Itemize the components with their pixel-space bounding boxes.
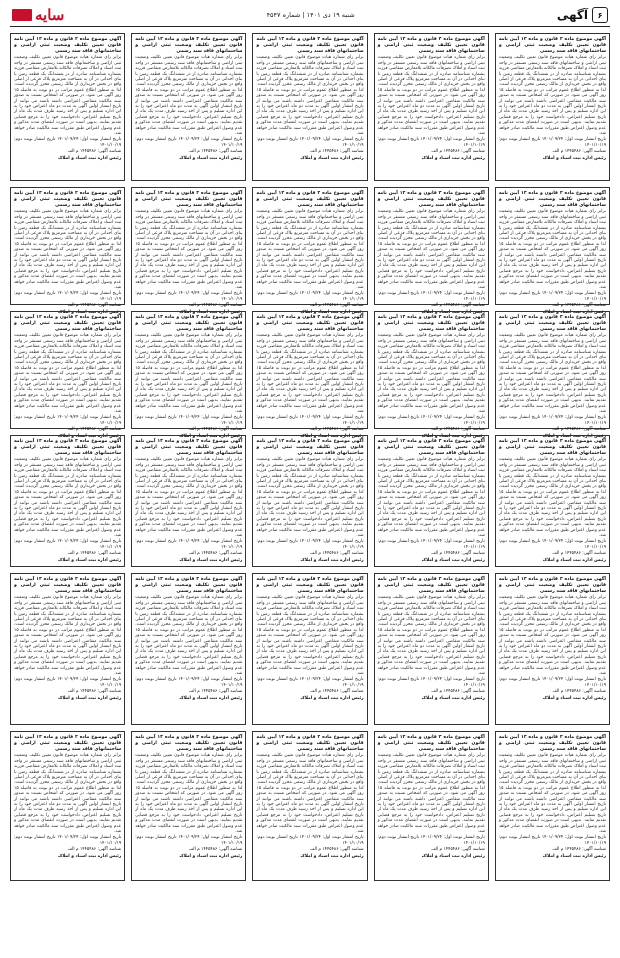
notice-card [252,435,367,567]
notice-dates: تاریخ انتشار نوبت اول: ۱۴۰۱/۰۹/۲۴ تاریخ انتشار نوبت دوم: ۱۴۰۱/۱۰/۱۹ [256,539,364,550]
notice-card [495,187,610,315]
notice-signature: رئیس اداره ثبت اسناد و املاک [542,557,606,563]
notice-card [10,33,125,181]
notice-dates: تاریخ انتشار نوبت اول: ۱۴۰۱/۰۹/۲۴ تاریخ انتشار نوبت دوم: ۱۴۰۱/۱۰/۱۹ [498,415,606,426]
notice-title: آگهی موضوع ماده ۳ قانون و ماده ۱۳ آیین نامه قانون تعیین تکلیف وضعیت ثبتی اراضی و ساختمانهای فاقد سند رسمی [498,191,606,208]
notice-signature: رئیس اداره ثبت اسناد و املاک [179,155,243,161]
notice-card [10,187,125,315]
notice-card [131,573,246,725]
notice-body: برابر رای شماره هیات موضوع قانون تعیین تکلیف وضعیت ثبتی اراضی و ساختمانهای فاقد سند رسمی مستقر در واحد ثبت اسناد و املاک تصرفات مالکانه بلامعارض متقاضی فرزند بشماره شناسنامه صادره از در ششدانگ یک قطعه زمین با بنای احداثی در آن به مساحت مترمربع پلاک فرعی از اصلی واقع در بخش خریداری از مالک رسمی محرز گردیده است. لذا به منظور اطلاع عموم مراتب در دو نوبت به فاصله ۱۵ روز آگهی می شود. در صورتی که اشخاص نسبت به صدور سند مالکیت متقاضی اعتراضی داشته باشند می توانند از تاریخ انتشار اولین آگهی به مدت دو ماه اعتراض خود را به این اداره تسلیم و پس از اخذ رسید ظرف مدت یک ماه از تاریخ تسلیم اعتراض، دادخواست خود را به مرجع قضایی تقدیم نمایند. بدیهی است در صورت انقضای مدت مذکور و عدم وصول اعتراض طبق مقررات سند مالکیت صادر خواهد شد. [498,753,606,835]
notice-card [131,187,246,315]
notice-dates: تاریخ انتشار نوبت اول: ۱۴۰۱/۰۹/۲۴ تاریخ انتشار نوبت دوم: ۱۴۰۱/۱۰/۱۹ [377,539,485,550]
notice-ref: شناسه آگهی: ۱۴۴۵۴۸۶ م الف [552,427,606,433]
notice-body: برابر رای شماره هیات موضوع قانون تعیین تکلیف وضعیت ثبتی اراضی و ساختمانهای فاقد سند رسمی مستقر در واحد ثبت اسناد و املاک تصرفات مالکانه بلامعارض متقاضی فرزند بشماره شناسنامه صادره از در ششدانگ یک قطعه زمین با بنای احداثی در آن به مساحت مترمربع پلاک فرعی از اصلی واقع در بخش خریداری از مالک رسمی محرز گردیده است. لذا به منظور اطلاع عموم مراتب در دو نوبت به فاصله ۱۵ روز آگهی می شود. در صورتی که اشخاص نسبت به صدور سند مالکیت متقاضی اعتراضی داشته باشند می توانند از تاریخ انتشار اولین آگهی به مدت دو ماه اعتراض خود را به این اداره تسلیم و پس از اخذ رسید ظرف مدت یک ماه از تاریخ تسلیم اعتراض، دادخواست خود را به مرجع قضایی تقدیم نمایند. بدیهی است در صورت انقضای مدت مذکور و عدم وصول اعتراض طبق مقررات سند مالکیت صادر خواهد شد. [498,457,606,539]
notice-dates: تاریخ انتشار نوبت اول: ۱۴۰۱/۰۹/۲۴ تاریخ انتشار نوبت دوم: ۱۴۰۱/۱۰/۱۹ [377,137,485,148]
notice-title: آگهی موضوع ماده ۳ قانون و ماده ۱۳ آیین نامه قانون تعیین تکلیف وضعیت ثبتی اراضی و ساختمانهای فاقد سند رسمی [135,315,243,332]
notice-dates: تاریخ انتشار نوبت اول: ۱۴۰۱/۰۹/۲۴ تاریخ انتشار نوبت دوم: ۱۴۰۱/۱۰/۱۹ [377,415,485,426]
notice-ref: شناسه آگهی: ۱۴۴۵۴۸۶ م الف [431,303,485,309]
notice-dates: تاریخ انتشار نوبت اول: ۱۴۰۱/۰۹/۲۴ تاریخ انتشار نوبت دوم: ۱۴۰۱/۱۰/۱۹ [14,539,122,550]
notice-dates: تاریخ انتشار نوبت اول: ۱۴۰۱/۰۹/۲۴ تاریخ انتشار نوبت دوم: ۱۴۰۱/۱۰/۱۹ [498,835,606,846]
notice-signature: رئیس اداره ثبت اسناد و املاک [300,853,364,859]
notice-title: آگهی موضوع ماده ۳ قانون و ماده ۱۳ آیین نامه قانون تعیین تکلیف وضعیت ثبتی اراضی و ساختمانهای فاقد سند رسمی [498,735,606,752]
notice-dates: تاریخ انتشار نوبت اول: ۱۴۰۱/۰۹/۲۴ تاریخ انتشار نوبت دوم: ۱۴۰۱/۱۰/۱۹ [256,137,364,148]
notice-ref: شناسه آگهی: ۱۴۴۵۴۸۶ م الف [431,149,485,155]
notice-title: آگهی موضوع ماده ۳ قانون و ماده ۱۳ آیین نامه قانون تعیین تکلیف وضعیت ثبتی اراضی و ساختمانهای فاقد سند رسمی [377,577,485,594]
notice-body: برابر رای شماره هیات موضوع قانون تعیین تکلیف وضعیت ثبتی اراضی و ساختمانهای فاقد سند رسمی مستقر در واحد ثبت اسناد و املاک تصرفات مالکانه بلامعارض متقاضی فرزند بشماره شناسنامه صادره از در ششدانگ یک قطعه زمین با بنای احداثی در آن به مساحت مترمربع پلاک فرعی از اصلی واقع در بخش خریداری از مالک رسمی محرز گردیده است. لذا به منظور اطلاع عموم مراتب در دو نوبت به فاصله ۱۵ روز آگهی می شود. در صورتی که اشخاص نسبت به صدور سند مالکیت متقاضی اعتراضی داشته باشند می توانند از تاریخ انتشار اولین آگهی به مدت دو ماه اعتراض خود را به این اداره تسلیم و پس از اخذ رسید ظرف مدت یک ماه از تاریخ تسلیم اعتراض، دادخواست خود را به مرجع قضایی تقدیم نمایند. بدیهی است در صورت انقضای مدت مذکور و عدم وصول اعتراض طبق مقررات سند مالکیت صادر خواهد شد. [377,595,485,677]
logo-text: سایه [35,6,65,24]
notice-body: برابر رای شماره هیات موضوع قانون تعیین تکلیف وضعیت ثبتی اراضی و ساختمانهای فاقد سند رسمی مستقر در واحد ثبت اسناد و املاک تصرفات مالکانه بلامعارض متقاضی فرزند بشماره شناسنامه صادره از در ششدانگ یک قطعه زمین با بنای احداثی در آن به مساحت مترمربع پلاک فرعی از اصلی واقع در بخش خریداری از مالک رسمی محرز گردیده است. لذا به منظور اطلاع عموم مراتب در دو نوبت به فاصله ۱۵ روز آگهی می شود. در صورتی که اشخاص نسبت به صدور سند مالکیت متقاضی اعتراضی داشته باشند می توانند از تاریخ انتشار اولین آگهی به مدت دو ماه اعتراض خود را به این اداره تسلیم و پس از اخذ رسید ظرف مدت یک ماه از تاریخ تسلیم اعتراض، دادخواست خود را به مرجع قضایی تقدیم نمایند. بدیهی است در صورت انقضای مدت مذکور و عدم وصول اعتراض طبق مقررات سند مالکیت صادر خواهد شد. [14,595,122,677]
notice-body: برابر رای شماره هیات موضوع قانون تعیین تکلیف وضعیت ثبتی اراضی و ساختمانهای فاقد سند رسمی مستقر در واحد ثبت اسناد و املاک تصرفات مالکانه بلامعارض متقاضی فرزند بشماره شناسنامه صادره از در ششدانگ یک قطعه زمین با بنای احداثی در آن به مساحت مترمربع پلاک فرعی از اصلی واقع در بخش خریداری از مالک رسمی محرز گردیده است. لذا به منظور اطلاع عموم مراتب در دو نوبت به فاصله ۱۵ روز آگهی می شود. در صورتی که اشخاص نسبت به صدور سند مالکیت متقاضی اعتراضی داشته باشند می توانند از تاریخ انتشار اولین آگهی به مدت دو ماه اعتراض خود را به این اداره تسلیم و پس از اخذ رسید ظرف مدت یک ماه از تاریخ تسلیم اعتراض، دادخواست خود را به مرجع قضایی تقدیم نمایند. بدیهی است در صورت انقضای مدت مذکور و عدم وصول اعتراض طبق مقررات سند مالکیت صادر خواهد شد. [498,209,606,291]
notice-ref: شناسه آگهی: ۱۴۴۵۴۸۶ م الف [310,149,364,155]
logo-bar-icon [12,9,32,21]
notice-card [495,311,610,439]
brand-icon: ۶ [592,7,608,23]
notice-body: برابر رای شماره هیات موضوع قانون تعیین تکلیف وضعیت ثبتی اراضی و ساختمانهای فاقد سند رسمی مستقر در واحد ثبت اسناد و املاک تصرفات مالکانه بلامعارض متقاضی فرزند بشماره شناسنامه صادره از در ششدانگ یک قطعه زمین با بنای احداثی در آن به مساحت مترمربع پلاک فرعی از اصلی واقع در بخش خریداری از مالک رسمی محرز گردیده است. لذا به منظور اطلاع عموم مراتب در دو نوبت به فاصله ۱۵ روز آگهی می شود. در صورتی که اشخاص نسبت به صدور سند مالکیت متقاضی اعتراضی داشته باشند می توانند از تاریخ انتشار اولین آگهی به مدت دو ماه اعتراض خود را به این اداره تسلیم و پس از اخذ رسید ظرف مدت یک ماه از تاریخ تسلیم اعتراض، دادخواست خود را به مرجع قضایی تقدیم نمایند. بدیهی است در صورت انقضای مدت مذکور و عدم وصول اعتراض طبق مقررات سند مالکیت صادر خواهد شد. [135,209,243,291]
notice-dates: تاریخ انتشار نوبت اول: ۱۴۰۱/۰۹/۲۴ تاریخ انتشار نوبت دوم: ۱۴۰۱/۱۰/۱۹ [135,539,243,550]
notice-title: آگهی موضوع ماده ۳ قانون و ماده ۱۳ آیین نامه قانون تعیین تکلیف وضعیت ثبتی اراضی و ساختمانهای فاقد سند رسمی [256,735,364,752]
notice-ref: شناسه آگهی: ۱۴۴۵۴۸۶ م الف [552,847,606,853]
notice-signature: رئیس اداره ثبت اسناد و املاک [300,695,364,701]
notice-signature: رئیس اداره ثبت اسناد و املاک [179,557,243,563]
notice-card [374,311,489,439]
notice-card [131,311,246,439]
notice-card [252,573,367,725]
notices-grid [10,33,610,881]
notice-title: آگهی موضوع ماده ۳ قانون و ماده ۱۳ آیین نامه قانون تعیین تکلیف وضعیت ثبتی اراضی و ساختمانهای فاقد سند رسمی [14,37,122,54]
notice-signature: رئیس اداره ثبت اسناد و املاک [179,853,243,859]
notice-signature: رئیس اداره ثبت اسناد و املاک [57,155,122,161]
notice-body: برابر رای شماره هیات موضوع قانون تعیین تکلیف وضعیت ثبتی اراضی و ساختمانهای فاقد سند رسمی مستقر در واحد ثبت اسناد و املاک تصرفات مالکانه بلامعارض متقاضی فرزند بشماره شناسنامه صادره از در ششدانگ یک قطعه زمین با بنای احداثی در آن به مساحت مترمربع پلاک فرعی از اصلی واقع در بخش خریداری از مالک رسمی محرز گردیده است. لذا به منظور اطلاع عموم مراتب در دو نوبت به فاصله ۱۵ روز آگهی می شود. در صورتی که اشخاص نسبت به صدور سند مالکیت متقاضی اعتراضی داشته باشند می توانند از تاریخ انتشار اولین آگهی به مدت دو ماه اعتراض خود را به این اداره تسلیم و پس از اخذ رسید ظرف مدت یک ماه از تاریخ تسلیم اعتراض، دادخواست خود را به مرجع قضایی تقدیم نمایند. بدیهی است در صورت انقضای مدت مذکور و عدم وصول اعتراض طبق مقررات سند مالکیت صادر خواهد شد. [256,595,364,677]
notice-ref: شناسه آگهی: ۱۴۴۵۴۸۶ م الف [431,551,485,557]
notice-signature: رئیس اداره ثبت اسناد و املاک [300,433,364,439]
notice-card [495,573,610,725]
notice-title: آگهی موضوع ماده ۳ قانون و ماده ۱۳ آیین نامه قانون تعیین تکلیف وضعیت ثبتی اراضی و ساختمانهای فاقد سند رسمی [256,315,364,332]
notice-body: برابر رای شماره هیات موضوع قانون تعیین تکلیف وضعیت ثبتی اراضی و ساختمانهای فاقد سند رسمی مستقر در واحد ثبت اسناد و املاک تصرفات مالکانه بلامعارض متقاضی فرزند بشماره شناسنامه صادره از در ششدانگ یک قطعه زمین با بنای احداثی در آن به مساحت مترمربع پلاک فرعی از اصلی واقع در بخش خریداری از مالک رسمی محرز گردیده است. لذا به منظور اطلاع عموم مراتب در دو نوبت به فاصله ۱۵ روز آگهی می شود. در صورتی که اشخاص نسبت به صدور سند مالکیت متقاضی اعتراضی داشته باشند می توانند از تاریخ انتشار اولین آگهی به مدت دو ماه اعتراض خود را به این اداره تسلیم و پس از اخذ رسید ظرف مدت یک ماه از تاریخ تسلیم اعتراض، دادخواست خود را به مرجع قضایی تقدیم نمایند. بدیهی است در صورت انقضای مدت مذکور و عدم وصول اعتراض طبق مقررات سند مالکیت صادر خواهد شد. [256,457,364,539]
notice-ref: شناسه آگهی: ۱۴۴۵۴۸۶ م الف [552,689,606,695]
notice-ref: شناسه آگهی: ۱۴۴۵۴۸۶ م الف [188,149,243,155]
notice-ref: شناسه آگهی: ۱۴۴۵۴۸۶ م الف [431,689,485,695]
notice-ref: شناسه آگهی: ۱۴۴۵۴۸۶ م الف [188,427,243,433]
notice-signature: رئیس اداره ثبت اسناد و املاک [57,309,122,315]
notice-body: برابر رای شماره هیات موضوع قانون تعیین تکلیف وضعیت ثبتی اراضی و ساختمانهای فاقد سند رسمی مستقر در واحد ثبت اسناد و املاک تصرفات مالکانه بلامعارض متقاضی فرزند بشماره شناسنامه صادره از در ششدانگ یک قطعه زمین با بنای احداثی در آن به مساحت مترمربع پلاک فرعی از اصلی واقع در بخش خریداری از مالک رسمی محرز گردیده است. لذا به منظور اطلاع عموم مراتب در دو نوبت به فاصله ۱۵ روز آگهی می شود. در صورتی که اشخاص نسبت به صدور سند مالکیت متقاضی اعتراضی داشته باشند می توانند از تاریخ انتشار اولین آگهی به مدت دو ماه اعتراض خود را به این اداره تسلیم و پس از اخذ رسید ظرف مدت یک ماه از تاریخ تسلیم اعتراض، دادخواست خود را به مرجع قضایی تقدیم نمایند. بدیهی است در صورت انقضای مدت مذکور و عدم وصول اعتراض طبق مقررات سند مالکیت صادر خواهد شد. [14,55,122,137]
notice-title: آگهی موضوع ماده ۳ قانون و ماده ۱۳ آیین نامه قانون تعیین تکلیف وضعیت ثبتی اراضی و ساختمانهای فاقد سند رسمی [377,191,485,208]
notice-title: آگهی موضوع ماده ۳ قانون و ماده ۱۳ آیین نامه قانون تعیین تکلیف وضعیت ثبتی اراضی و ساختمانهای فاقد سند رسمی [377,439,485,456]
notice-signature: رئیس اداره ثبت اسناد و املاک [179,309,243,315]
notice-card [374,187,489,315]
notice-ref: شناسه آگهی: ۱۴۴۵۴۸۶ م الف [431,427,485,433]
notice-title: آگهی موضوع ماده ۳ قانون و ماده ۱۳ آیین نامه قانون تعیین تکلیف وضعیت ثبتی اراضی و ساختمانهای فاقد سند رسمی [256,191,364,208]
notice-card [495,731,610,881]
notice-signature: رئیس اداره ثبت اسناد و املاک [179,695,243,701]
masthead [10,6,610,27]
issue-info: شنبه ۱۹ دی ۱۴۰۱ | شماره ۴۵۴۷ [266,11,355,19]
notice-ref: شناسه آگهی: ۱۴۴۵۴۸۶ م الف [552,149,606,155]
notice-title: آگهی موضوع ماده ۳ قانون و ماده ۱۳ آیین نامه قانون تعیین تکلیف وضعیت ثبتی اراضی و ساختمانهای فاقد سند رسمی [498,577,606,594]
notice-dates: تاریخ انتشار نوبت اول: ۱۴۰۱/۰۹/۲۴ تاریخ انتشار نوبت دوم: ۱۴۰۱/۱۰/۱۹ [256,835,364,846]
notice-dates: تاریخ انتشار نوبت اول: ۱۴۰۱/۰۹/۲۴ تاریخ انتشار نوبت دوم: ۱۴۰۱/۱۰/۱۹ [135,291,243,302]
notice-body: برابر رای شماره هیات موضوع قانون تعیین تکلیف وضعیت ثبتی اراضی و ساختمانهای فاقد سند رسمی مستقر در واحد ثبت اسناد و املاک تصرفات مالکانه بلامعارض متقاضی فرزند بشماره شناسنامه صادره از در ششدانگ یک قطعه زمین با بنای احداثی در آن به مساحت مترمربع پلاک فرعی از اصلی واقع در بخش خریداری از مالک رسمی محرز گردیده است. لذا به منظور اطلاع عموم مراتب در دو نوبت به فاصله ۱۵ روز آگهی می شود. در صورتی که اشخاص نسبت به صدور سند مالکیت متقاضی اعتراضی داشته باشند می توانند از تاریخ انتشار اولین آگهی به مدت دو ماه اعتراض خود را به این اداره تسلیم و پس از اخذ رسید ظرف مدت یک ماه از تاریخ تسلیم اعتراض، دادخواست خود را به مرجع قضایی تقدیم نمایند. بدیهی است در صورت انقضای مدت مذکور و عدم وصول اعتراض طبق مقررات سند مالکیت صادر خواهد شد. [135,595,243,677]
notice-body: برابر رای شماره هیات موضوع قانون تعیین تکلیف وضعیت ثبتی اراضی و ساختمانهای فاقد سند رسمی مستقر در واحد ثبت اسناد و املاک تصرفات مالکانه بلامعارض متقاضی فرزند بشماره شناسنامه صادره از در ششدانگ یک قطعه زمین با بنای احداثی در آن به مساحت مترمربع پلاک فرعی از اصلی واقع در بخش خریداری از مالک رسمی محرز گردیده است. لذا به منظور اطلاع عموم مراتب در دو نوبت به فاصله ۱۵ روز آگهی می شود. در صورتی که اشخاص نسبت به صدور سند مالکیت متقاضی اعتراضی داشته باشند می توانند از تاریخ انتشار اولین آگهی به مدت دو ماه اعتراض خود را به این اداره تسلیم و پس از اخذ رسید ظرف مدت یک ماه از تاریخ تسلیم اعتراض، دادخواست خود را به مرجع قضایی تقدیم نمایند. بدیهی است در صورت انقضای مدت مذکور و عدم وصول اعتراض طبق مقررات سند مالکیت صادر خواهد شد. [14,333,122,415]
notice-ref: شناسه آگهی: ۱۴۴۵۴۸۶ م الف [188,847,243,853]
notice-signature: رئیس اداره ثبت اسناد و املاک [179,433,243,439]
notice-ref: شناسه آگهی: ۱۴۴۵۴۸۶ م الف [67,847,122,853]
notice-dates: تاریخ انتشار نوبت اول: ۱۴۰۱/۰۹/۲۴ تاریخ انتشار نوبت دوم: ۱۴۰۱/۱۰/۱۹ [14,137,122,148]
notice-title: آگهی موضوع ماده ۳ قانون و ماده ۱۳ آیین نامه قانون تعیین تکلیف وضعیت ثبتی اراضی و ساختمانهای فاقد سند رسمی [377,315,485,332]
notice-title: آگهی موضوع ماده ۳ قانون و ماده ۱۳ آیین نامه قانون تعیین تکلیف وضعیت ثبتی اراضی و ساختمانهای فاقد سند رسمی [498,315,606,332]
notice-card [252,33,367,181]
notice-card [131,33,246,181]
notice-title: آگهی موضوع ماده ۳ قانون و ماده ۱۳ آیین نامه قانون تعیین تکلیف وضعیت ثبتی اراضی و ساختمانهای فاقد سند رسمی [14,735,122,752]
notice-dates: تاریخ انتشار نوبت اول: ۱۴۰۱/۰۹/۲۴ تاریخ انتشار نوبت دوم: ۱۴۰۱/۱۰/۱۹ [135,415,243,426]
notice-title: آگهی موضوع ماده ۳ قانون و ماده ۱۳ آیین نامه قانون تعیین تکلیف وضعیت ثبتی اراضی و ساختمانهای فاقد سند رسمی [256,439,364,456]
notice-ref: شناسه آگهی: ۱۴۴۵۴۸۶ م الف [310,689,364,695]
notice-title: آگهی موضوع ماده ۳ قانون و ماده ۱۳ آیین نامه قانون تعیین تکلیف وضعیت ثبتی اراضی و ساختمانهای فاقد سند رسمی [498,439,606,456]
notice-dates: تاریخ انتشار نوبت اول: ۱۴۰۱/۰۹/۲۴ تاریخ انتشار نوبت دوم: ۱۴۰۱/۱۰/۱۹ [498,137,606,148]
notice-body: برابر رای شماره هیات موضوع قانون تعیین تکلیف وضعیت ثبتی اراضی و ساختمانهای فاقد سند رسمی مستقر در واحد ثبت اسناد و املاک تصرفات مالکانه بلامعارض متقاضی فرزند بشماره شناسنامه صادره از در ششدانگ یک قطعه زمین با بنای احداثی در آن به مساحت مترمربع پلاک فرعی از اصلی واقع در بخش خریداری از مالک رسمی محرز گردیده است. لذا به منظور اطلاع عموم مراتب در دو نوبت به فاصله ۱۵ روز آگهی می شود. در صورتی که اشخاص نسبت به صدور سند مالکیت متقاضی اعتراضی داشته باشند می توانند از تاریخ انتشار اولین آگهی به مدت دو ماه اعتراض خود را به این اداره تسلیم و پس از اخذ رسید ظرف مدت یک ماه از تاریخ تسلیم اعتراض، دادخواست خود را به مرجع قضایی تقدیم نمایند. بدیهی است در صورت انقضای مدت مذکور و عدم وصول اعتراض طبق مقررات سند مالکیت صادر خواهد شد. [256,333,364,415]
notice-card [252,187,367,315]
notice-card [131,435,246,567]
notice-dates: تاریخ انتشار نوبت اول: ۱۴۰۱/۰۹/۲۴ تاریخ انتشار نوبت دوم: ۱۴۰۱/۱۰/۱۹ [14,677,122,688]
notice-title: آگهی موضوع ماده ۳ قانون و ماده ۱۳ آیین نامه قانون تعیین تکلیف وضعیت ثبتی اراضی و ساختمانهای فاقد سند رسمی [14,439,122,456]
notice-card [252,311,367,439]
notice-signature: رئیس اداره ثبت اسناد و املاک [542,155,606,161]
notice-body: برابر رای شماره هیات موضوع قانون تعیین تکلیف وضعیت ثبتی اراضی و ساختمانهای فاقد سند رسمی مستقر در واحد ثبت اسناد و املاک تصرفات مالکانه بلامعارض متقاضی فرزند بشماره شناسنامه صادره از در ششدانگ یک قطعه زمین با بنای احداثی در آن به مساحت مترمربع پلاک فرعی از اصلی واقع در بخش خریداری از مالک رسمی محرز گردیده است. لذا به منظور اطلاع عموم مراتب در دو نوبت به فاصله ۱۵ روز آگهی می شود. در صورتی که اشخاص نسبت به صدور سند مالکیت متقاضی اعتراضی داشته باشند می توانند از تاریخ انتشار اولین آگهی به مدت دو ماه اعتراض خود را به این اداره تسلیم و پس از اخذ رسید ظرف مدت یک ماه از تاریخ تسلیم اعتراض، دادخواست خود را به مرجع قضایی تقدیم نمایند. بدیهی است در صورت انقضای مدت مذکور و عدم وصول اعتراض طبق مقررات سند مالکیت صادر خواهد شد. [377,753,485,835]
notice-ref: شناسه آگهی: ۱۴۴۵۴۸۶ م الف [552,551,606,557]
notice-ref: شناسه آگهی: ۱۴۴۵۴۸۶ م الف [431,847,485,853]
notice-body: برابر رای شماره هیات موضوع قانون تعیین تکلیف وضعیت ثبتی اراضی و ساختمانهای فاقد سند رسمی مستقر در واحد ثبت اسناد و املاک تصرفات مالکانه بلامعارض متقاضی فرزند بشماره شناسنامه صادره از در ششدانگ یک قطعه زمین با بنای احداثی در آن به مساحت مترمربع پلاک فرعی از اصلی واقع در بخش خریداری از مالک رسمی محرز گردیده است. لذا به منظور اطلاع عموم مراتب در دو نوبت به فاصله ۱۵ روز آگهی می شود. در صورتی که اشخاص نسبت به صدور سند مالکیت متقاضی اعتراضی داشته باشند می توانند از تاریخ انتشار اولین آگهی به مدت دو ماه اعتراض خود را به این اداره تسلیم و پس از اخذ رسید ظرف مدت یک ماه از تاریخ تسلیم اعتراض، دادخواست خود را به مرجع قضایی تقدیم نمایند. بدیهی است در صورت انقضای مدت مذکور و عدم وصول اعتراض طبق مقررات سند مالکیت صادر خواهد شد. [135,457,243,539]
notice-ref: شناسه آگهی: ۱۴۴۵۴۸۶ م الف [67,149,122,155]
notice-dates: تاریخ انتشار نوبت اول: ۱۴۰۱/۰۹/۲۴ تاریخ انتشار نوبت دوم: ۱۴۰۱/۱۰/۱۹ [256,677,364,688]
notice-body: برابر رای شماره هیات موضوع قانون تعیین تکلیف وضعیت ثبتی اراضی و ساختمانهای فاقد سند رسمی مستقر در واحد ثبت اسناد و املاک تصرفات مالکانه بلامعارض متقاضی فرزند بشماره شناسنامه صادره از در ششدانگ یک قطعه زمین با بنای احداثی در آن به مساحت مترمربع پلاک فرعی از اصلی واقع در بخش خریداری از مالک رسمی محرز گردیده است. لذا به منظور اطلاع عموم مراتب در دو نوبت به فاصله ۱۵ روز آگهی می شود. در صورتی که اشخاص نسبت به صدور سند مالکیت متقاضی اعتراضی داشته باشند می توانند از تاریخ انتشار اولین آگهی به مدت دو ماه اعتراض خود را به این اداره تسلیم و پس از اخذ رسید ظرف مدت یک ماه از تاریخ تسلیم اعتراض، دادخواست خود را به مرجع قضایی تقدیم نمایند. بدیهی است در صورت انقضای مدت مذکور و عدم وصول اعتراض طبق مقررات سند مالکیت صادر خواهد شد. [377,209,485,291]
notice-body: برابر رای شماره هیات موضوع قانون تعیین تکلیف وضعیت ثبتی اراضی و ساختمانهای فاقد سند رسمی مستقر در واحد ثبت اسناد و املاک تصرفات مالکانه بلامعارض متقاضی فرزند بشماره شناسنامه صادره از در ششدانگ یک قطعه زمین با بنای احداثی در آن به مساحت مترمربع پلاک فرعی از اصلی واقع در بخش خریداری از مالک رسمی محرز گردیده است. لذا به منظور اطلاع عموم مراتب در دو نوبت به فاصله ۱۵ روز آگهی می شود. در صورتی که اشخاص نسبت به صدور سند مالکیت متقاضی اعتراضی داشته باشند می توانند از تاریخ انتشار اولین آگهی به مدت دو ماه اعتراض خود را به این اداره تسلیم و پس از اخذ رسید ظرف مدت یک ماه از تاریخ تسلیم اعتراض، دادخواست خود را به مرجع قضایی تقدیم نمایند. بدیهی است در صورت انقضای مدت مذکور و عدم وصول اعتراض طبق مقررات سند مالکیت صادر خواهد شد. [256,753,364,835]
notice-ref: شناسه آگهی: ۱۴۴۵۴۸۶ م الف [552,303,606,309]
notice-dates: تاریخ انتشار نوبت اول: ۱۴۰۱/۰۹/۲۴ تاریخ انتشار نوبت دوم: ۱۴۰۱/۱۰/۱۹ [377,291,485,302]
notice-signature: رئیس اداره ثبت اسناد و املاک [57,853,122,859]
notice-body: برابر رای شماره هیات موضوع قانون تعیین تکلیف وضعیت ثبتی اراضی و ساختمانهای فاقد سند رسمی مستقر در واحد ثبت اسناد و املاک تصرفات مالکانه بلامعارض متقاضی فرزند بشماره شناسنامه صادره از در ششدانگ یک قطعه زمین با بنای احداثی در آن به مساحت مترمربع پلاک فرعی از اصلی واقع در بخش خریداری از مالک رسمی محرز گردیده است. لذا به منظور اطلاع عموم مراتب در دو نوبت به فاصله ۱۵ روز آگهی می شود. در صورتی که اشخاص نسبت به صدور سند مالکیت متقاضی اعتراضی داشته باشند می توانند از تاریخ انتشار اولین آگهی به مدت دو ماه اعتراض خود را به این اداره تسلیم و پس از اخذ رسید ظرف مدت یک ماه از تاریخ تسلیم اعتراض، دادخواست خود را به مرجع قضایی تقدیم نمایند. بدیهی است در صورت انقضای مدت مذکور و عدم وصول اعتراض طبق مقررات سند مالکیت صادر خواهد شد. [498,55,606,137]
notice-title: آگهی موضوع ماده ۳ قانون و ماده ۱۳ آیین نامه قانون تعیین تکلیف وضعیت ثبتی اراضی و ساختمانهای فاقد سند رسمی [14,315,122,332]
notice-card [252,731,367,881]
notice-dates: تاریخ انتشار نوبت اول: ۱۴۰۱/۰۹/۲۴ تاریخ انتشار نوبت دوم: ۱۴۰۱/۱۰/۱۹ [14,291,122,302]
notice-ref: شناسه آگهی: ۱۴۴۵۴۸۶ م الف [310,551,364,557]
notice-ref: شناسه آگهی: ۱۴۴۵۴۸۶ م الف [67,689,122,695]
notice-signature: رئیس اداره ثبت اسناد و املاک [300,309,364,315]
notice-card [10,311,125,439]
notice-body: برابر رای شماره هیات موضوع قانون تعیین تکلیف وضعیت ثبتی اراضی و ساختمانهای فاقد سند رسمی مستقر در واحد ثبت اسناد و املاک تصرفات مالکانه بلامعارض متقاضی فرزند بشماره شناسنامه صادره از در ششدانگ یک قطعه زمین با بنای احداثی در آن به مساحت مترمربع پلاک فرعی از اصلی واقع در بخش خریداری از مالک رسمی محرز گردیده است. لذا به منظور اطلاع عموم مراتب در دو نوبت به فاصله ۱۵ روز آگهی می شود. در صورتی که اشخاص نسبت به صدور سند مالکیت متقاضی اعتراضی داشته باشند می توانند از تاریخ انتشار اولین آگهی به مدت دو ماه اعتراض خود را به این اداره تسلیم و پس از اخذ رسید ظرف مدت یک ماه از تاریخ تسلیم اعتراض، دادخواست خود را به مرجع قضایی تقدیم نمایند. بدیهی است در صورت انقضای مدت مذکور و عدم وصول اعتراض طبق مقررات سند مالکیت صادر خواهد شد. [135,753,243,835]
notice-title: آگهی موضوع ماده ۳ قانون و ماده ۱۳ آیین نامه قانون تعیین تکلیف وضعیت ثبتی اراضی و ساختمانهای فاقد سند رسمی [135,735,243,752]
notice-body: برابر رای شماره هیات موضوع قانون تعیین تکلیف وضعیت ثبتی اراضی و ساختمانهای فاقد سند رسمی مستقر در واحد ثبت اسناد و املاک تصرفات مالکانه بلامعارض متقاضی فرزند بشماره شناسنامه صادره از در ششدانگ یک قطعه زمین با بنای احداثی در آن به مساحت مترمربع پلاک فرعی از اصلی واقع در بخش خریداری از مالک رسمی محرز گردیده است. لذا به منظور اطلاع عموم مراتب در دو نوبت به فاصله ۱۵ روز آگهی می شود. در صورتی که اشخاص نسبت به صدور سند مالکیت متقاضی اعتراضی داشته باشند می توانند از تاریخ انتشار اولین آگهی به مدت دو ماه اعتراض خود را به این اداره تسلیم و پس از اخذ رسید ظرف مدت یک ماه از تاریخ تسلیم اعتراض، دادخواست خود را به مرجع قضایی تقدیم نمایند. بدیهی است در صورت انقضای مدت مذکور و عدم وصول اعتراض طبق مقررات سند مالکیت صادر خواهد شد. [256,55,364,137]
notice-dates: تاریخ انتشار نوبت اول: ۱۴۰۱/۰۹/۲۴ تاریخ انتشار نوبت دوم: ۱۴۰۱/۱۰/۱۹ [498,539,606,550]
notice-title: آگهی موضوع ماده ۳ قانون و ماده ۱۳ آیین نامه قانون تعیین تکلیف وضعیت ثبتی اراضی و ساختمانهای فاقد سند رسمی [377,735,485,752]
notice-card [10,435,125,567]
notice-signature: رئیس اداره ثبت اسناد و املاک [57,557,122,563]
notice-title: آگهی موضوع ماده ۳ قانون و ماده ۱۳ آیین نامه قانون تعیین تکلیف وضعیت ثبتی اراضی و ساختمانهای فاقد سند رسمی [498,37,606,54]
notice-dates: تاریخ انتشار نوبت اول: ۱۴۰۱/۰۹/۲۴ تاریخ انتشار نوبت دوم: ۱۴۰۱/۱۰/۱۹ [14,835,122,846]
notice-body: برابر رای شماره هیات موضوع قانون تعیین تکلیف وضعیت ثبتی اراضی و ساختمانهای فاقد سند رسمی مستقر در واحد ثبت اسناد و املاک تصرفات مالکانه بلامعارض متقاضی فرزند بشماره شناسنامه صادره از در ششدانگ یک قطعه زمین با بنای احداثی در آن به مساحت مترمربع پلاک فرعی از اصلی واقع در بخش خریداری از مالک رسمی محرز گردیده است. لذا به منظور اطلاع عموم مراتب در دو نوبت به فاصله ۱۵ روز آگهی می شود. در صورتی که اشخاص نسبت به صدور سند مالکیت متقاضی اعتراضی داشته باشند می توانند از تاریخ انتشار اولین آگهی به مدت دو ماه اعتراض خود را به این اداره تسلیم و پس از اخذ رسید ظرف مدت یک ماه از تاریخ تسلیم اعتراض، دادخواست خود را به مرجع قضایی تقدیم نمایند. بدیهی است در صورت انقضای مدت مذکور و عدم وصول اعتراض طبق مقررات سند مالکیت صادر خواهد شد. [135,55,243,137]
notice-dates: تاریخ انتشار نوبت اول: ۱۴۰۱/۰۹/۲۴ تاریخ انتشار نوبت دوم: ۱۴۰۱/۱۰/۱۹ [256,415,364,426]
notice-card [374,573,489,725]
notice-signature: رئیس اداره ثبت اسناد و املاک [542,853,606,859]
notice-card [495,435,610,567]
notice-signature: رئیس اداره ثبت اسناد و املاک [421,155,485,161]
notice-title: آگهی موضوع ماده ۳ قانون و ماده ۱۳ آیین نامه قانون تعیین تکلیف وضعیت ثبتی اراضی و ساختمانهای فاقد سند رسمی [14,191,122,208]
newspaper-logo [12,6,64,24]
notice-ref: شناسه آگهی: ۱۴۴۵۴۸۶ م الف [188,689,243,695]
notice-dates: تاریخ انتشار نوبت اول: ۱۴۰۱/۰۹/۲۴ تاریخ انتشار نوبت دوم: ۱۴۰۱/۱۰/۱۹ [256,291,364,302]
notice-ref: شناسه آگهی: ۱۴۴۵۴۸۶ م الف [188,551,243,557]
notice-card [131,731,246,881]
notice-body: برابر رای شماره هیات موضوع قانون تعیین تکلیف وضعیت ثبتی اراضی و ساختمانهای فاقد سند رسمی مستقر در واحد ثبت اسناد و املاک تصرفات مالکانه بلامعارض متقاضی فرزند بشماره شناسنامه صادره از در ششدانگ یک قطعه زمین با بنای احداثی در آن به مساحت مترمربع پلاک فرعی از اصلی واقع در بخش خریداری از مالک رسمی محرز گردیده است. لذا به منظور اطلاع عموم مراتب در دو نوبت به فاصله ۱۵ روز آگهی می شود. در صورتی که اشخاص نسبت به صدور سند مالکیت متقاضی اعتراضی داشته باشند می توانند از تاریخ انتشار اولین آگهی به مدت دو ماه اعتراض خود را به این اداره تسلیم و پس از اخذ رسید ظرف مدت یک ماه از تاریخ تسلیم اعتراض، دادخواست خود را به مرجع قضایی تقدیم نمایند. بدیهی است در صورت انقضای مدت مذکور و عدم وصول اعتراض طبق مقررات سند مالکیت صادر خواهد شد. [377,333,485,415]
notice-title: آگهی موضوع ماده ۳ قانون و ماده ۱۳ آیین نامه قانون تعیین تکلیف وضعیت ثبتی اراضی و ساختمانهای فاقد سند رسمی [135,37,243,54]
notice-ref: شناسه آگهی: ۱۴۴۵۴۸۶ م الف [67,551,122,557]
notice-body: برابر رای شماره هیات موضوع قانون تعیین تکلیف وضعیت ثبتی اراضی و ساختمانهای فاقد سند رسمی مستقر در واحد ثبت اسناد و املاک تصرفات مالکانه بلامعارض متقاضی فرزند بشماره شناسنامه صادره از در ششدانگ یک قطعه زمین با بنای احداثی در آن به مساحت مترمربع پلاک فرعی از اصلی واقع در بخش خریداری از مالک رسمی محرز گردیده است. لذا به منظور اطلاع عموم مراتب در دو نوبت به فاصله ۱۵ روز آگهی می شود. در صورتی که اشخاص نسبت به صدور سند مالکیت متقاضی اعتراضی داشته باشند می توانند از تاریخ انتشار اولین آگهی به مدت دو ماه اعتراض خود را به این اداره تسلیم و پس از اخذ رسید ظرف مدت یک ماه از تاریخ تسلیم اعتراض، دادخواست خود را به مرجع قضایی تقدیم نمایند. بدیهی است در صورت انقضای مدت مذکور و عدم وصول اعتراض طبق مقررات سند مالکیت صادر خواهد شد. [498,333,606,415]
notice-body: برابر رای شماره هیات موضوع قانون تعیین تکلیف وضعیت ثبتی اراضی و ساختمانهای فاقد سند رسمی مستقر در واحد ثبت اسناد و املاک تصرفات مالکانه بلامعارض متقاضی فرزند بشماره شناسنامه صادره از در ششدانگ یک قطعه زمین با بنای احداثی در آن به مساحت مترمربع پلاک فرعی از اصلی واقع در بخش خریداری از مالک رسمی محرز گردیده است. لذا به منظور اطلاع عموم مراتب در دو نوبت به فاصله ۱۵ روز آگهی می شود. در صورتی که اشخاص نسبت به صدور سند مالکیت متقاضی اعتراضی داشته باشند می توانند از تاریخ انتشار اولین آگهی به مدت دو ماه اعتراض خود را به این اداره تسلیم و پس از اخذ رسید ظرف مدت یک ماه از تاریخ تسلیم اعتراض، دادخواست خود را به مرجع قضایی تقدیم نمایند. بدیهی است در صورت انقضای مدت مذکور و عدم وصول اعتراض طبق مقررات سند مالکیت صادر خواهد شد. [377,55,485,137]
notice-card [374,435,489,567]
notice-dates: تاریخ انتشار نوبت اول: ۱۴۰۱/۰۹/۲۴ تاریخ انتشار نوبت دوم: ۱۴۰۱/۱۰/۱۹ [498,291,606,302]
notice-signature: رئیس اداره ثبت اسناد و املاک [421,309,485,315]
notice-body: برابر رای شماره هیات موضوع قانون تعیین تکلیف وضعیت ثبتی اراضی و ساختمانهای فاقد سند رسمی مستقر در واحد ثبت اسناد و املاک تصرفات مالکانه بلامعارض متقاضی فرزند بشماره شناسنامه صادره از در ششدانگ یک قطعه زمین با بنای احداثی در آن به مساحت مترمربع پلاک فرعی از اصلی واقع در بخش خریداری از مالک رسمی محرز گردیده است. لذا به منظور اطلاع عموم مراتب در دو نوبت به فاصله ۱۵ روز آگهی می شود. در صورتی که اشخاص نسبت به صدور سند مالکیت متقاضی اعتراضی داشته باشند می توانند از تاریخ انتشار اولین آگهی به مدت دو ماه اعتراض خود را به این اداره تسلیم و پس از اخذ رسید ظرف مدت یک ماه از تاریخ تسلیم اعتراض، دادخواست خود را به مرجع قضایی تقدیم نمایند. بدیهی است در صورت انقضای مدت مذکور و عدم وصول اعتراض طبق مقررات سند مالکیت صادر خواهد شد. [14,457,122,539]
notice-body: برابر رای شماره هیات موضوع قانون تعیین تکلیف وضعیت ثبتی اراضی و ساختمانهای فاقد سند رسمی مستقر در واحد ثبت اسناد و املاک تصرفات مالکانه بلامعارض متقاضی فرزند بشماره شناسنامه صادره از در ششدانگ یک قطعه زمین با بنای احداثی در آن به مساحت مترمربع پلاک فرعی از اصلی واقع در بخش خریداری از مالک رسمی محرز گردیده است. لذا به منظور اطلاع عموم مراتب در دو نوبت به فاصله ۱۵ روز آگهی می شود. در صورتی که اشخاص نسبت به صدور سند مالکیت متقاضی اعتراضی داشته باشند می توانند از تاریخ انتشار اولین آگهی به مدت دو ماه اعتراض خود را به این اداره تسلیم و پس از اخذ رسید ظرف مدت یک ماه از تاریخ تسلیم اعتراض، دادخواست خود را به مرجع قضایی تقدیم نمایند. بدیهی است در صورت انقضای مدت مذکور و عدم وصول اعتراض طبق مقررات سند مالکیت صادر خواهد شد. [256,209,364,291]
notice-dates: تاریخ انتشار نوبت اول: ۱۴۰۱/۰۹/۲۴ تاریخ انتشار نوبت دوم: ۱۴۰۱/۱۰/۱۹ [14,415,122,426]
notice-dates: تاریخ انتشار نوبت اول: ۱۴۰۱/۰۹/۲۴ تاریخ انتشار نوبت دوم: ۱۴۰۱/۱۰/۱۹ [377,835,485,846]
notice-title: آگهی موضوع ماده ۳ قانون و ماده ۱۳ آیین نامه قانون تعیین تکلیف وضعیت ثبتی اراضی و ساختمانهای فاقد سند رسمی [135,439,243,456]
notice-signature: رئیس اداره ثبت اسناد و املاک [421,695,485,701]
notice-card [374,731,489,881]
notice-title: آگهی موضوع ماده ۳ قانون و ماده ۱۳ آیین نامه قانون تعیین تکلیف وضعیت ثبتی اراضی و ساختمانهای فاقد سند رسمی [256,577,364,594]
notice-body: برابر رای شماره هیات موضوع قانون تعیین تکلیف وضعیت ثبتی اراضی و ساختمانهای فاقد سند رسمی مستقر در واحد ثبت اسناد و املاک تصرفات مالکانه بلامعارض متقاضی فرزند بشماره شناسنامه صادره از در ششدانگ یک قطعه زمین با بنای احداثی در آن به مساحت مترمربع پلاک فرعی از اصلی واقع در بخش خریداری از مالک رسمی محرز گردیده است. لذا به منظور اطلاع عموم مراتب در دو نوبت به فاصله ۱۵ روز آگهی می شود. در صورتی که اشخاص نسبت به صدور سند مالکیت متقاضی اعتراضی داشته باشند می توانند از تاریخ انتشار اولین آگهی به مدت دو ماه اعتراض خود را به این اداره تسلیم و پس از اخذ رسید ظرف مدت یک ماه از تاریخ تسلیم اعتراض، دادخواست خود را به مرجع قضایی تقدیم نمایند. بدیهی است در صورت انقضای مدت مذکور و عدم وصول اعتراض طبق مقررات سند مالکیت صادر خواهد شد. [498,595,606,677]
notice-signature: رئیس اداره ثبت اسناد و املاک [421,557,485,563]
notice-title: آگهی موضوع ماده ۳ قانون و ماده ۱۳ آیین نامه قانون تعیین تکلیف وضعیت ثبتی اراضی و ساختمانهای فاقد سند رسمی [256,37,364,54]
notice-ref: شناسه آگهی: ۱۴۴۵۴۸۶ م الف [67,303,122,309]
notice-signature: رئیس اداره ثبت اسناد و املاک [542,309,606,315]
notice-ref: شناسه آگهی: ۱۴۴۵۴۸۶ م الف [188,303,243,309]
notice-dates: تاریخ انتشار نوبت اول: ۱۴۰۱/۰۹/۲۴ تاریخ انتشار نوبت دوم: ۱۴۰۱/۱۰/۱۹ [135,835,243,846]
notice-card [10,731,125,881]
section-title: آگهی [556,8,588,22]
notice-title: آگهی موضوع ماده ۳ قانون و ماده ۱۳ آیین نامه قانون تعیین تکلیف وضعیت ثبتی اراضی و ساختمانهای فاقد سند رسمی [135,577,243,594]
notice-card [374,33,489,181]
notice-signature: رئیس اداره ثبت اسناد و املاک [421,433,485,439]
notice-dates: تاریخ انتشار نوبت اول: ۱۴۰۱/۰۹/۲۴ تاریخ انتشار نوبت دوم: ۱۴۰۱/۱۰/۱۹ [135,137,243,148]
notice-signature: رئیس اداره ثبت اسناد و املاک [57,695,122,701]
notice-ref: شناسه آگهی: ۱۴۴۵۴۸۶ م الف [310,427,364,433]
notice-card [10,573,125,725]
notice-signature: رئیس اداره ثبت اسناد و املاک [57,433,122,439]
notice-title: آگهی موضوع ماده ۳ قانون و ماده ۱۳ آیین نامه قانون تعیین تکلیف وضعیت ثبتی اراضی و ساختمانهای فاقد سند رسمی [377,37,485,54]
notice-ref: شناسه آگهی: ۱۴۴۵۴۸۶ م الف [310,303,364,309]
notice-card [495,33,610,181]
notice-dates: تاریخ انتشار نوبت اول: ۱۴۰۱/۰۹/۲۴ تاریخ انتشار نوبت دوم: ۱۴۰۱/۱۰/۱۹ [135,677,243,688]
notice-body: برابر رای شماره هیات موضوع قانون تعیین تکلیف وضعیت ثبتی اراضی و ساختمانهای فاقد سند رسمی مستقر در واحد ثبت اسناد و املاک تصرفات مالکانه بلامعارض متقاضی فرزند بشماره شناسنامه صادره از در ششدانگ یک قطعه زمین با بنای احداثی در آن به مساحت مترمربع پلاک فرعی از اصلی واقع در بخش خریداری از مالک رسمی محرز گردیده است. لذا به منظور اطلاع عموم مراتب در دو نوبت به فاصله ۱۵ روز آگهی می شود. در صورتی که اشخاص نسبت به صدور سند مالکیت متقاضی اعتراضی داشته باشند می توانند از تاریخ انتشار اولین آگهی به مدت دو ماه اعتراض خود را به این اداره تسلیم و پس از اخذ رسید ظرف مدت یک ماه از تاریخ تسلیم اعتراض، دادخواست خود را به مرجع قضایی تقدیم نمایند. بدیهی است در صورت انقضای مدت مذکور و عدم وصول اعتراض طبق مقررات سند مالکیت صادر خواهد شد. [135,333,243,415]
notice-body: برابر رای شماره هیات موضوع قانون تعیین تکلیف وضعیت ثبتی اراضی و ساختمانهای فاقد سند رسمی مستقر در واحد ثبت اسناد و املاک تصرفات مالکانه بلامعارض متقاضی فرزند بشماره شناسنامه صادره از در ششدانگ یک قطعه زمین با بنای احداثی در آن به مساحت مترمربع پلاک فرعی از اصلی واقع در بخش خریداری از مالک رسمی محرز گردیده است. لذا به منظور اطلاع عموم مراتب در دو نوبت به فاصله ۱۵ روز آگهی می شود. در صورتی که اشخاص نسبت به صدور سند مالکیت متقاضی اعتراضی داشته باشند می توانند از تاریخ انتشار اولین آگهی به مدت دو ماه اعتراض خود را به این اداره تسلیم و پس از اخذ رسید ظرف مدت یک ماه از تاریخ تسلیم اعتراض، دادخواست خود را به مرجع قضایی تقدیم نمایند. بدیهی است در صورت انقضای مدت مذکور و عدم وصول اعتراض طبق مقررات سند مالکیت صادر خواهد شد. [377,457,485,539]
notice-signature: رئیس اداره ثبت اسناد و املاک [542,695,606,701]
notice-body: برابر رای شماره هیات موضوع قانون تعیین تکلیف وضعیت ثبتی اراضی و ساختمانهای فاقد سند رسمی مستقر در واحد ثبت اسناد و املاک تصرفات مالکانه بلامعارض متقاضی فرزند بشماره شناسنامه صادره از در ششدانگ یک قطعه زمین با بنای احداثی در آن به مساحت مترمربع پلاک فرعی از اصلی واقع در بخش خریداری از مالک رسمی محرز گردیده است. لذا به منظور اطلاع عموم مراتب در دو نوبت به فاصله ۱۵ روز آگهی می شود. در صورتی که اشخاص نسبت به صدور سند مالکیت متقاضی اعتراضی داشته باشند می توانند از تاریخ انتشار اولین آگهی به مدت دو ماه اعتراض خود را به این اداره تسلیم و پس از اخذ رسید ظرف مدت یک ماه از تاریخ تسلیم اعتراض، دادخواست خود را به مرجع قضایی تقدیم نمایند. بدیهی است در صورت انقضای مدت مذکور و عدم وصول اعتراض طبق مقررات سند مالکیت صادر خواهد شد. [14,209,122,291]
notice-signature: رئیس اداره ثبت اسناد و املاک [542,433,606,439]
notice-signature: رئیس اداره ثبت اسناد و املاک [300,557,364,563]
notice-signature: رئیس اداره ثبت اسناد و املاک [300,155,364,161]
notice-dates: تاریخ انتشار نوبت اول: ۱۴۰۱/۰۹/۲۴ تاریخ انتشار نوبت دوم: ۱۴۰۱/۱۰/۱۹ [498,677,606,688]
notice-dates: تاریخ انتشار نوبت اول: ۱۴۰۱/۰۹/۲۴ تاریخ انتشار نوبت دوم: ۱۴۰۱/۱۰/۱۹ [377,677,485,688]
notice-signature: رئیس اداره ثبت اسناد و املاک [421,853,485,859]
notice-title: آگهی موضوع ماده ۳ قانون و ماده ۱۳ آیین نامه قانون تعیین تکلیف وضعیت ثبتی اراضی و ساختمانهای فاقد سند رسمی [14,577,122,594]
notice-title: آگهی موضوع ماده ۳ قانون و ماده ۱۳ آیین نامه قانون تعیین تکلیف وضعیت ثبتی اراضی و ساختمانهای فاقد سند رسمی [135,191,243,208]
notice-ref: شناسه آگهی: ۱۴۴۵۴۸۶ م الف [310,847,364,853]
masthead-right [557,7,608,23]
notice-body: برابر رای شماره هیات موضوع قانون تعیین تکلیف وضعیت ثبتی اراضی و ساختمانهای فاقد سند رسمی مستقر در واحد ثبت اسناد و املاک تصرفات مالکانه بلامعارض متقاضی فرزند بشماره شناسنامه صادره از در ششدانگ یک قطعه زمین با بنای احداثی در آن به مساحت مترمربع پلاک فرعی از اصلی واقع در بخش خریداری از مالک رسمی محرز گردیده است. لذا به منظور اطلاع عموم مراتب در دو نوبت به فاصله ۱۵ روز آگهی می شود. در صورتی که اشخاص نسبت به صدور سند مالکیت متقاضی اعتراضی داشته باشند می توانند از تاریخ انتشار اولین آگهی به مدت دو ماه اعتراض خود را به این اداره تسلیم و پس از اخذ رسید ظرف مدت یک ماه از تاریخ تسلیم اعتراض، دادخواست خود را به مرجع قضایی تقدیم نمایند. بدیهی است در صورت انقضای مدت مذکور و عدم وصول اعتراض طبق مقررات سند مالکیت صادر خواهد شد. [14,753,122,835]
notice-ref: شناسه آگهی: ۱۴۴۵۴۸۶ م الف [67,427,122,433]
